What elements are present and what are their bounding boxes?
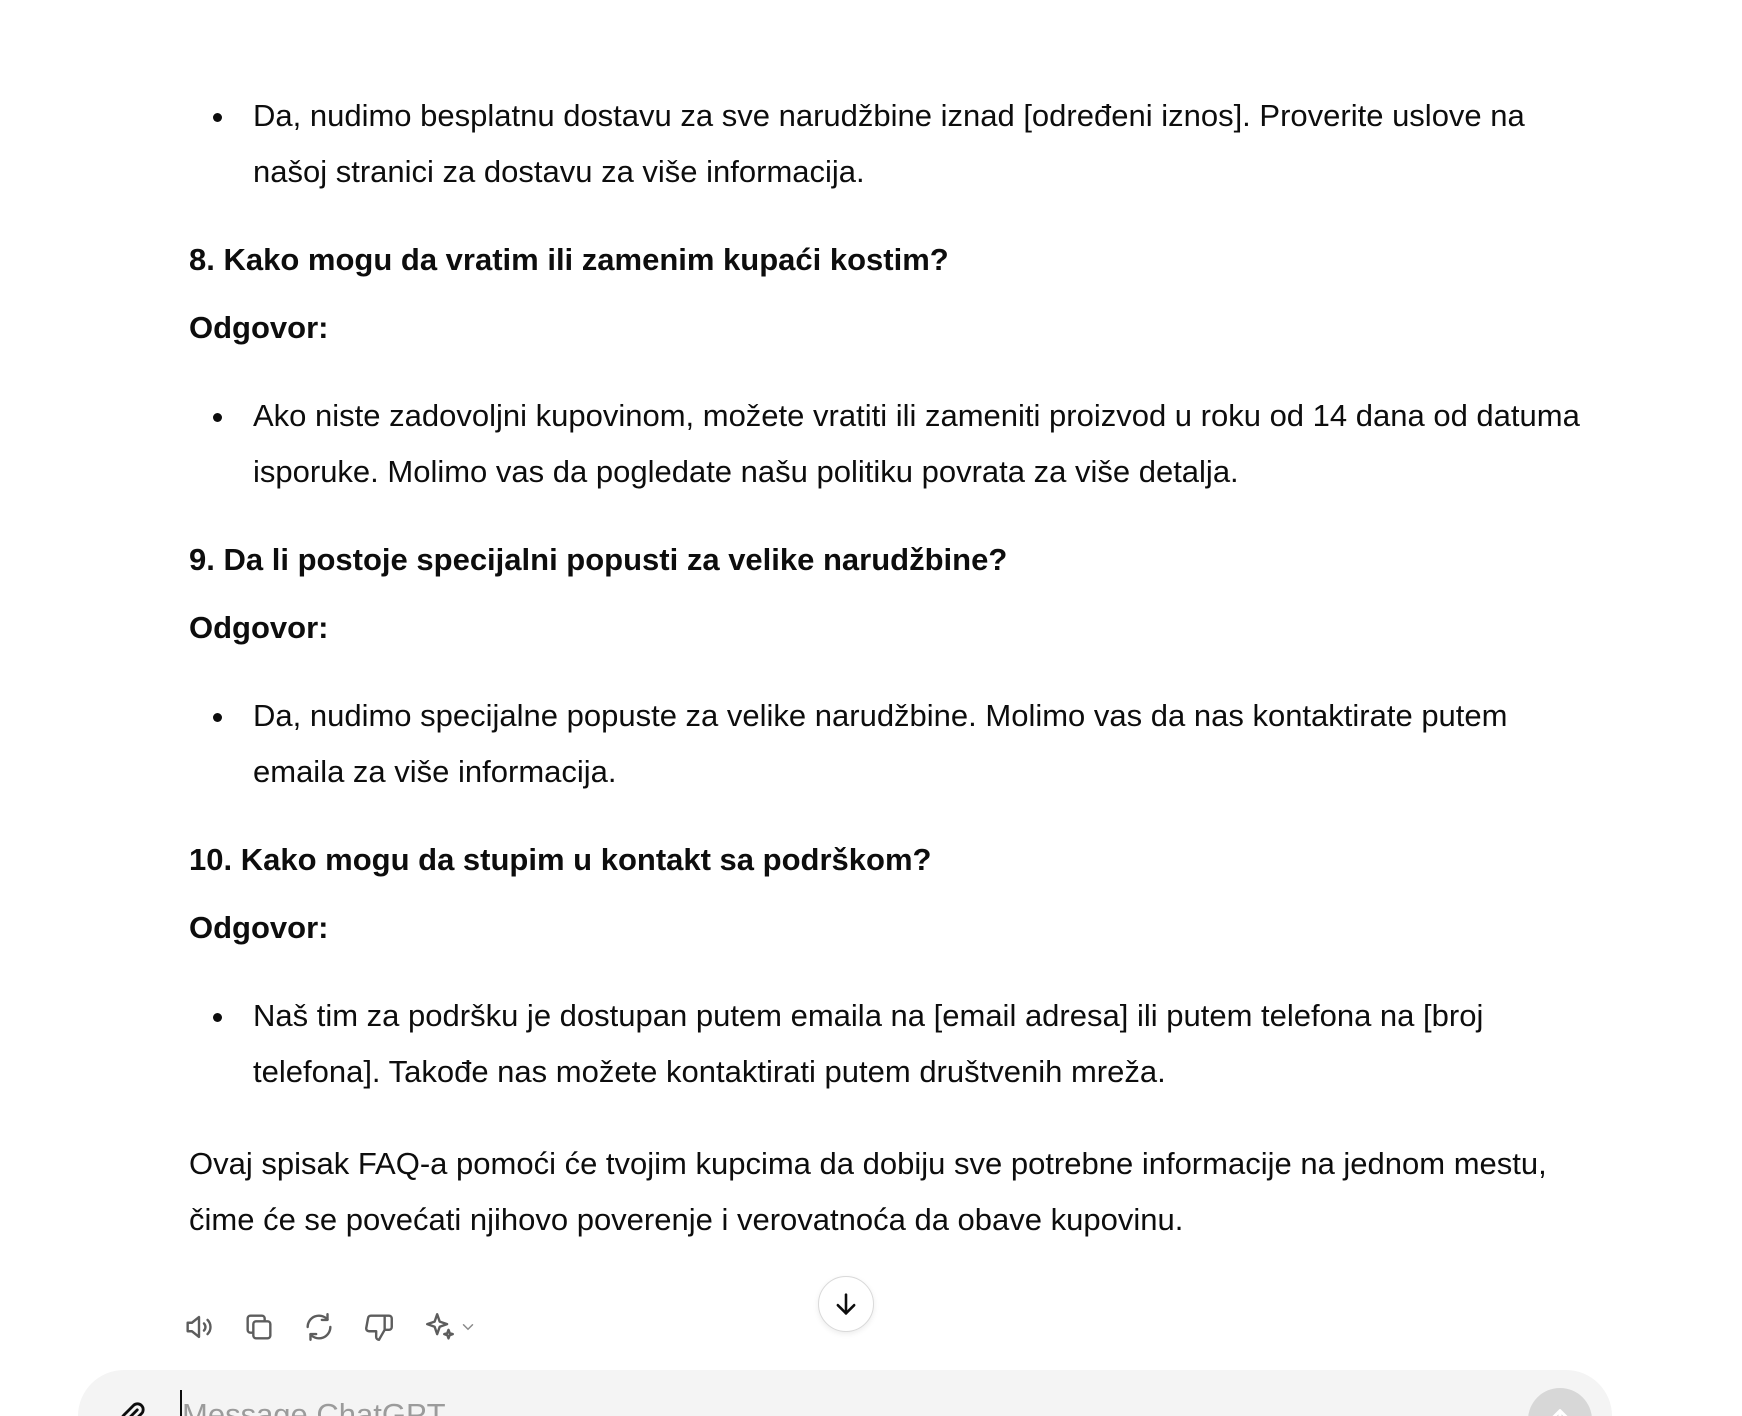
- faq-question: [189, 232, 1589, 288]
- faq-question: [189, 532, 1589, 588]
- answer-bullet: Ako niste zadovoljni kupovinom, možete vratiti ili zameniti proizvod u roku od 14 dana od datuma isporuke. Molimo vas da pogledate našu politiku povrata za više detalja.: [253, 388, 1589, 500]
- chevron-down-icon: [459, 1318, 477, 1336]
- refresh-icon: [302, 1310, 336, 1344]
- read-aloud-button[interactable]: [182, 1310, 216, 1344]
- faq-question-text: Da li postoje specijalni popusti za velike narudžbine?: [223, 542, 1008, 577]
- answer-bullet: Naš tim za podršku je dostupan putem emaila na [email adresa] ili putem telefona na [broj telefona]. Takođe nas možete kontaktirati putem društvenih mreža.: [253, 988, 1589, 1100]
- faq-number: 8.: [189, 242, 215, 277]
- thumbs-down-button[interactable]: [362, 1310, 396, 1344]
- sparkle-icon: [423, 1310, 457, 1344]
- assistant-message: [189, 88, 1589, 1279]
- answer-bullet: Da, nudimo specijalne popuste za velike narudžbine. Molimo vas da nas kontaktirate putem emaila za više informacija.: [253, 688, 1589, 800]
- faq-number: 9.: [189, 542, 215, 577]
- faq-number: 10.: [189, 842, 233, 877]
- answer-list: [189, 988, 1589, 1100]
- answer-list: [189, 88, 1589, 200]
- message-actions: [182, 1310, 478, 1344]
- send-button[interactable]: [1528, 1388, 1592, 1416]
- thumbs-down-icon: [362, 1310, 396, 1344]
- answer-label: Odgovor:: [189, 610, 329, 645]
- prompt-input[interactable]: [180, 1390, 1462, 1416]
- attach-button[interactable]: [116, 1400, 150, 1416]
- arrow-up-icon: [1546, 1406, 1574, 1416]
- model-switcher-button[interactable]: [422, 1310, 478, 1344]
- faq-question: [189, 832, 1589, 888]
- summary-paragraph: Ovaj spisak FAQ-a pomoći će tvojim kupcima da dobiju sve potrebne informacije na jednom mestu, čime će se povećati njihovo poverenje i verovatnoća da obave kupovinu.: [189, 1146, 1547, 1237]
- scroll-to-bottom-button[interactable]: [818, 1276, 874, 1332]
- answer-label: Odgovor:: [189, 910, 329, 945]
- faq-question-text: Kako mogu da vratim ili zamenim kupaći kostim?: [223, 242, 949, 277]
- speaker-icon: [182, 1310, 216, 1344]
- faq-item: [189, 232, 1589, 500]
- message-composer: [78, 1370, 1612, 1416]
- answer-list: [189, 688, 1589, 800]
- faq-question-text: Kako mogu da stupim u kontakt sa podrškom?: [240, 842, 932, 877]
- copy-button[interactable]: [242, 1310, 276, 1344]
- faq-item: [189, 532, 1589, 800]
- answer-list: [189, 388, 1589, 500]
- arrow-down-icon: [832, 1290, 860, 1318]
- paperclip-icon: [116, 1400, 150, 1416]
- faq-item: [189, 832, 1589, 1100]
- regenerate-button[interactable]: [302, 1310, 336, 1344]
- answer-bullet: Da, nudimo besplatnu dostavu za sve narudžbine iznad [određeni iznos]. Proverite uslove na našoj stranici za dostavu za više informacija.: [253, 88, 1589, 200]
- answer-label: Odgovor:: [189, 310, 329, 345]
- copy-icon: [242, 1310, 276, 1344]
